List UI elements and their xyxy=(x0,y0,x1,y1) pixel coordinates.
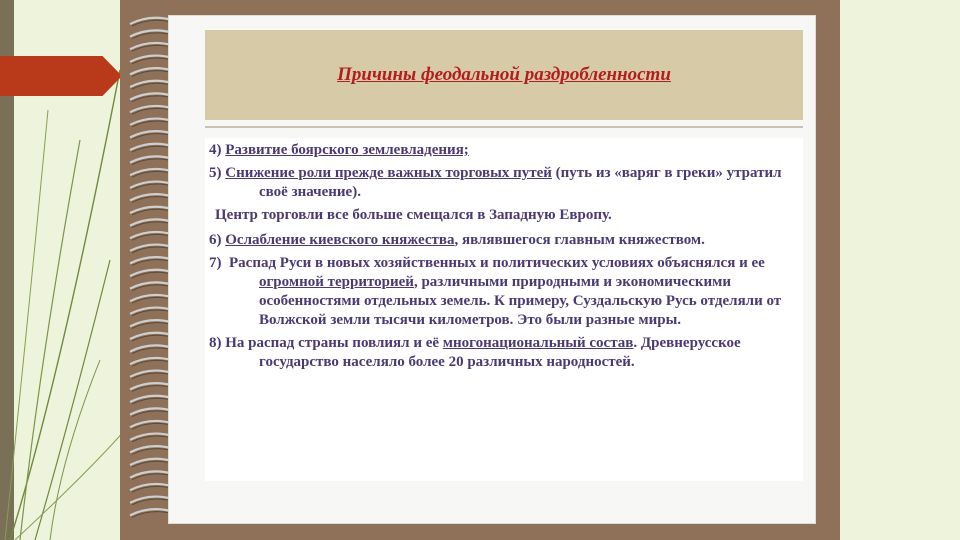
list-item: Центр торговли все больше смещался в Западную Европу. xyxy=(215,207,612,223)
list-item: 4) Развитие боярского землевладения; xyxy=(209,142,469,158)
red-arrow-tab xyxy=(0,56,122,96)
list-item: 7) Распад Руси в новых хозяйственных и политических условиях объяснялся и ее огромной территорией, различными природными и экономическими особенностями отдельных земель. К примеру, Суздальскую Русь отделяли от Волжской земли тысячи километров. Это были разные миры. xyxy=(209,255,782,328)
list-item: 6) Ослабление киевского княжества, являвшегося главным княжеством. xyxy=(209,232,705,248)
list-item: 5) Снижение роли прежде важных торговых путей (путь из «варяг в греки» утратил своё значение). xyxy=(209,165,782,200)
list-item: 8) На распад страны повлиял и её многонациональный состав. Древнерусское государство населяло более 20 различных народностей. xyxy=(209,335,741,370)
title-box xyxy=(205,30,803,120)
page-title: Причины феодальной раздробленности xyxy=(337,64,671,85)
content-text xyxy=(209,141,795,376)
divider xyxy=(205,126,803,128)
